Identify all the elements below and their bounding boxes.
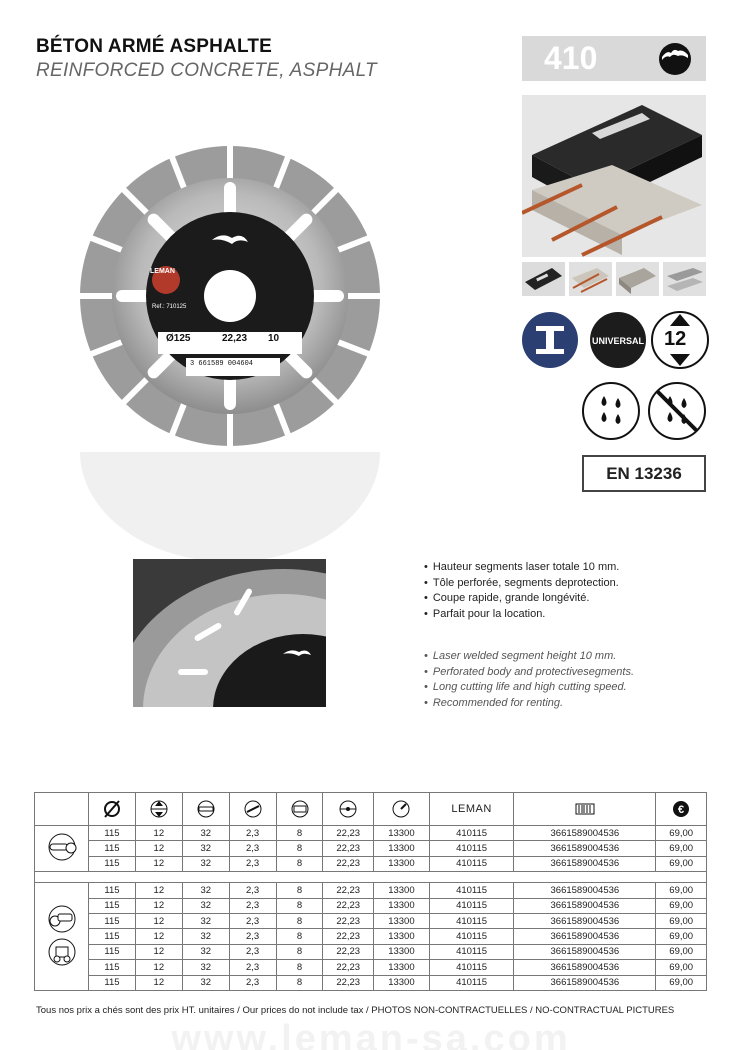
steel-thumb xyxy=(663,262,706,296)
segment-height-header xyxy=(135,793,182,826)
feature-item: • Recommended for renting. xyxy=(424,696,634,712)
table-cell: 2,3 xyxy=(229,883,276,898)
table-cell: 410115 xyxy=(429,898,513,913)
table-cell: 22,23 xyxy=(323,960,374,975)
table-cell: 32 xyxy=(182,944,229,959)
table-cell: 69,00 xyxy=(656,960,707,975)
table-cell: 115 xyxy=(89,960,136,975)
table-cell: 32 xyxy=(182,913,229,928)
table-row xyxy=(35,883,707,898)
asphalt-thumb xyxy=(522,262,565,296)
table-cell: 2,3 xyxy=(229,826,276,841)
cutting-mode-icons xyxy=(580,378,710,444)
thickness-icon xyxy=(242,800,264,818)
table-cell: 115 xyxy=(89,944,136,959)
table-cell: 410115 xyxy=(429,929,513,944)
disc-brand: LEMAN xyxy=(150,268,175,275)
mountain-black-circle-icon xyxy=(658,42,692,76)
disc-segment: 10 xyxy=(268,333,280,344)
table-cell: 32 xyxy=(182,856,229,871)
table-cell: 8 xyxy=(276,883,323,898)
segment-thickness-header xyxy=(276,793,323,826)
barcode-header xyxy=(514,793,656,826)
table-cell: 3661589004536 xyxy=(514,975,656,990)
table-cell: 8 xyxy=(276,929,323,944)
table-cell: 69,00 xyxy=(656,841,707,856)
table-cell: 3661589004536 xyxy=(514,960,656,975)
segment-height-value: 12 xyxy=(664,328,687,350)
table-cell: 3661589004536 xyxy=(514,826,656,841)
table-cell: 69,00 xyxy=(656,856,707,871)
thickness-header xyxy=(229,793,276,826)
table-cell: 12 xyxy=(135,841,182,856)
feature-item: • Hauteur segments laser totale 10 mm. xyxy=(424,560,619,576)
diameter-header xyxy=(89,793,136,826)
disc-bore: 22,23 xyxy=(222,333,248,344)
feature-item: • Laser welded segment height 10 mm. xyxy=(424,649,634,665)
table-cell: 3661589004536 xyxy=(514,929,656,944)
spec-table xyxy=(34,792,707,991)
table-cell: 69,00 xyxy=(656,944,707,959)
table-cell: 410115 xyxy=(429,856,513,871)
table-cell: 410115 xyxy=(429,944,513,959)
table-cell: 2,3 xyxy=(229,960,276,975)
table-cell: 12 xyxy=(135,975,182,990)
table-cell: 69,00 xyxy=(656,898,707,913)
table-cell: 32 xyxy=(182,960,229,975)
table-cell: 22,23 xyxy=(323,944,374,959)
table-cell: 13300 xyxy=(373,960,429,975)
disc-detail-photo xyxy=(133,559,326,707)
table-cell: 22,23 xyxy=(323,929,374,944)
features-en xyxy=(424,649,634,711)
wet-cutting-icon xyxy=(583,383,639,439)
table-cell: 32 xyxy=(182,883,229,898)
table-header-row xyxy=(35,793,707,826)
table-cell: 115 xyxy=(89,826,136,841)
disc-ref: Ref.: 710125 xyxy=(152,304,187,310)
reinforced-steel-icon xyxy=(522,312,578,368)
table-cell: 69,00 xyxy=(656,929,707,944)
table-cell: 115 xyxy=(89,913,136,928)
material-thumbnails xyxy=(522,262,706,296)
table-cell: 3661589004536 xyxy=(514,883,656,898)
table-cell: 69,00 xyxy=(656,975,707,990)
table-cell: 13300 xyxy=(373,898,429,913)
table-row xyxy=(35,929,707,944)
feature-item: • Perforated body and protectivesegments. xyxy=(424,665,634,681)
tool-cell xyxy=(35,826,89,872)
table-cell: 13300 xyxy=(373,913,429,928)
table-cell: 22,23 xyxy=(323,913,374,928)
page-title: BÉTON ARMÉ ASPHALTE xyxy=(36,36,273,57)
table-cell: 12 xyxy=(135,883,182,898)
barcode-icon xyxy=(574,800,596,818)
diameter-icon xyxy=(101,800,123,818)
table-cell: 8 xyxy=(276,960,323,975)
table-cell: 8 xyxy=(276,856,323,871)
table-cell: 2,3 xyxy=(229,856,276,871)
table-cell: 115 xyxy=(89,975,136,990)
table-cell: 410115 xyxy=(429,960,513,975)
header-blank xyxy=(35,793,89,826)
product-code-box xyxy=(522,36,706,81)
table-cell: 8 xyxy=(276,913,323,928)
table-cell: 2,3 xyxy=(229,841,276,856)
table-cell: 8 xyxy=(276,826,323,841)
table-cell: 13300 xyxy=(373,826,429,841)
segment-height-icon xyxy=(148,800,170,818)
table-cell: 69,00 xyxy=(656,913,707,928)
table-cell: 69,00 xyxy=(656,883,707,898)
table-cell: 22,23 xyxy=(323,826,374,841)
table-cell: 32 xyxy=(182,975,229,990)
disc-barcode: 3 661589 004604 xyxy=(190,360,254,368)
table-cell: 12 xyxy=(135,913,182,928)
universal-icon xyxy=(590,312,646,368)
materials-photo xyxy=(522,95,706,257)
table-cell: 2,3 xyxy=(229,913,276,928)
footer-url: www.leman-sa.com xyxy=(171,1018,571,1050)
table-cell: 3661589004536 xyxy=(514,944,656,959)
price-header xyxy=(656,793,707,826)
table-row xyxy=(35,898,707,913)
table-row xyxy=(35,944,707,959)
max-rpm-icon xyxy=(390,800,412,818)
table-cell: 12 xyxy=(135,960,182,975)
brand-header: LEMAN xyxy=(429,793,513,826)
disclaimer: Tous nos prix a chés sont des prix HT. unitaires / Our prices do not include tax / PHOTOS NON-CONTRACTUELLES / NO-CONTRACTUAL PICTURES xyxy=(36,1005,675,1016)
table-row xyxy=(35,841,707,856)
feature-item: • Tôle perforée, segments deprotection. xyxy=(424,576,619,592)
page-subtitle: REINFORCED CONCRETE, ASPHALT xyxy=(36,60,377,81)
table-cell: 8 xyxy=(276,898,323,913)
floor-saw-icon xyxy=(42,937,82,967)
table-cell: 22,23 xyxy=(323,856,374,871)
features-fr xyxy=(424,560,619,622)
segment-width-header xyxy=(182,793,229,826)
table-cell: 410115 xyxy=(429,913,513,928)
table-cell: 115 xyxy=(89,856,136,871)
segment-width-icon xyxy=(195,800,217,818)
table-cell: 13300 xyxy=(373,944,429,959)
table-cell: 12 xyxy=(135,856,182,871)
table-group-saws xyxy=(35,883,707,991)
table-cell: 12 xyxy=(135,826,182,841)
table-row xyxy=(35,826,707,841)
table-cell: 32 xyxy=(182,841,229,856)
table-cell: 69,00 xyxy=(656,826,707,841)
table-cell: 8 xyxy=(276,841,323,856)
table-cell: 13300 xyxy=(373,929,429,944)
table-cell: 3661589004536 xyxy=(514,841,656,856)
table-cell: 2,3 xyxy=(229,898,276,913)
feature-item: • Coupe rapide, grande longévité. xyxy=(424,591,619,607)
table-cell: 115 xyxy=(89,929,136,944)
table-cell: 22,23 xyxy=(323,898,374,913)
svg-text:€: € xyxy=(678,804,685,816)
table-cell: 410115 xyxy=(429,975,513,990)
concrete-thumb xyxy=(616,262,659,296)
table-cell: 115 xyxy=(89,841,136,856)
table-row xyxy=(35,913,707,928)
table-cell: 12 xyxy=(135,898,182,913)
table-cell: 22,23 xyxy=(323,883,374,898)
bore-header xyxy=(323,793,374,826)
table-cell: 8 xyxy=(276,944,323,959)
table-cell: 410115 xyxy=(429,883,513,898)
segment-thickness-icon xyxy=(289,800,311,818)
table-row xyxy=(35,856,707,871)
feature-item: • Long cutting life and high cutting speed. xyxy=(424,680,634,696)
table-cell: 410115 xyxy=(429,826,513,841)
table-cell: 3661589004536 xyxy=(514,913,656,928)
table-cell: 22,23 xyxy=(323,841,374,856)
table-cell: 12 xyxy=(135,929,182,944)
euro-icon xyxy=(670,800,692,818)
disc-reflection xyxy=(74,452,386,562)
table-cell: 13300 xyxy=(373,856,429,871)
table-cell: 115 xyxy=(89,898,136,913)
rpm-header xyxy=(373,793,429,826)
cut-off-saw-icon xyxy=(42,904,82,934)
table-gap xyxy=(35,872,707,883)
table-row xyxy=(35,960,707,975)
tool-cell xyxy=(35,883,89,991)
table-row xyxy=(35,975,707,990)
table-cell: 2,3 xyxy=(229,944,276,959)
table-cell: 13300 xyxy=(373,975,429,990)
reinforced-concrete-thumb xyxy=(569,262,612,296)
table-cell: 115 xyxy=(89,883,136,898)
table-cell: 13300 xyxy=(373,841,429,856)
table-cell: 410115 xyxy=(429,841,513,856)
table-cell: 13300 xyxy=(373,883,429,898)
table-cell: 32 xyxy=(182,898,229,913)
standard-badge: EN 13236 xyxy=(582,455,706,492)
svg-text:UNIVERSAL: UNIVERSAL xyxy=(591,336,645,346)
table-cell: 2,3 xyxy=(229,929,276,944)
table-cell: 3661589004536 xyxy=(514,856,656,871)
angle-grinder-icon xyxy=(42,832,82,862)
bore-icon xyxy=(337,800,359,818)
table-cell: 22,23 xyxy=(323,975,374,990)
no-wet-cutting-icon xyxy=(649,383,705,439)
table-cell: 8 xyxy=(276,975,323,990)
table-cell: 12 xyxy=(135,944,182,959)
table-group-angle-grinder xyxy=(35,826,707,872)
table-cell: 2,3 xyxy=(229,975,276,990)
table-cell: 3661589004536 xyxy=(514,898,656,913)
table-cell: 32 xyxy=(182,929,229,944)
feature-item: • Parfait pour la location. xyxy=(424,607,619,623)
table-cell: 32 xyxy=(182,826,229,841)
product-code: 410 xyxy=(544,40,598,76)
disc-diameter: Ø125 xyxy=(166,333,191,344)
diamond-disc-image xyxy=(74,140,386,452)
